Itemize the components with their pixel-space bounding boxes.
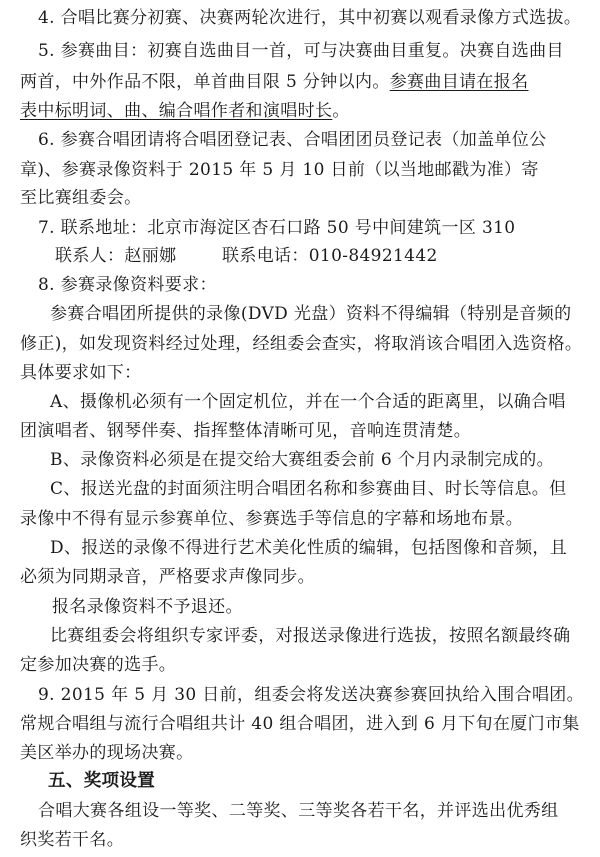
item-8-req-b-line-1: B、录像资料必须是在提交给大赛组委会前 6 个月内录制完成的。	[50, 450, 554, 470]
item-8-review-line-1: 比赛组委会将组织专家评委，对报送录像进行选拔，按照名额最终确	[50, 626, 571, 646]
item-6-line-2: 章)、参赛录像资料于 2015 年 5 月 10 日前（以当地邮戳为准）寄	[20, 160, 539, 180]
item-9-line-1: 9. 2015 年 5 月 30 日前，组委会将发送决赛参赛回执给入围合唱团。	[38, 685, 585, 705]
item-8-req-d-line-2: 必须为同期录音，严格要求声像同步。	[20, 567, 315, 587]
item-8-req-a-line-2: 团演唱者、钢琴伴奏、指挥整体清晰可见，音响连贯清楚。	[20, 421, 472, 441]
item-8-heading: 8. 参赛录像资料要求：	[38, 275, 217, 295]
item-5-line-3	[20, 101, 350, 121]
item-7-address: 7. 联系地址：北京市海淀区杏石口路 50 号中间建筑一区 310	[38, 218, 516, 238]
item-8-req-c-line-1: C、报送光盘的封面须注明合唱团名称和参赛曲目、时长等信息。但	[50, 479, 567, 499]
item-7-contact-person: 联系人：赵丽娜	[55, 246, 177, 266]
item-8-req-d-line-1: D、报送的录像不得进行艺术美化性质的编辑，包括图像和音频，且	[50, 538, 568, 558]
item-8-req-c-line-2: 录像中不得有显示参赛单位、参赛选手等信息的字幕和场地布景。	[20, 509, 524, 529]
item-4-line: 4. 合唱比赛分初赛、决赛两轮次进行，其中初赛以观看录像方式选拔。	[38, 8, 582, 28]
item-8-no-return: 报名录像资料不予退还。	[52, 597, 243, 617]
item-5-line-2	[20, 72, 529, 92]
item-6-line-3: 至比赛组委会。	[20, 188, 142, 208]
section-5-line-1: 合唱大赛各组设一等奖、二等奖、三等奖各若干名，并评选出优秀组	[38, 801, 559, 821]
item-9-line-2: 常规合唱组与流行合唱组共计 40 组合唱团，进入到 6 月下旬在厦门市集	[20, 714, 580, 734]
item-8-req-a-line-1: A、摄像机必须有一个固定机位，并在一个合适的距离里，以确合唱	[50, 392, 566, 412]
item-8-intro-line-3: 具体要求如下：	[20, 363, 142, 383]
item-7-contact-phone: 联系电话：010-84921442	[222, 246, 438, 266]
item-8-intro-line-1: 参赛合唱团所提供的录像(DVD 光盘）资料不得编辑（特别是音频的	[50, 304, 572, 324]
item-8-review-line-2: 定参加决赛的选手。	[20, 655, 177, 675]
item-5-line-2-plain: 两首，中外作品不限，单首曲目限 5 分钟以内。	[20, 72, 390, 92]
item-9-line-3: 美区举办的现场决赛。	[20, 743, 194, 763]
item-6-line-1: 6. 参赛合唱团请将合唱团登记表、合唱团团员登记表（加盖单位公	[38, 130, 547, 150]
item-5-line-1: 5. 参赛曲目：初赛自选曲目一首，可与决赛曲目重复。决赛自选曲目	[38, 41, 564, 61]
item-5-underlined-note-end: 表中标明词、曲、编合唱作者和演唱时长	[20, 101, 333, 121]
item-5-line-3-end: 。	[332, 101, 350, 121]
item-5-underlined-note-start: 参赛曲目请在报名	[389, 72, 529, 92]
section-5-heading: 五、奖项设置	[48, 771, 156, 791]
section-5-line-2: 织奖若干名。	[20, 830, 125, 850]
item-8-intro-line-2: 修正)，如发现资料经过处理，经组委会查实，将取消该合唱团入选资格。	[20, 334, 583, 354]
